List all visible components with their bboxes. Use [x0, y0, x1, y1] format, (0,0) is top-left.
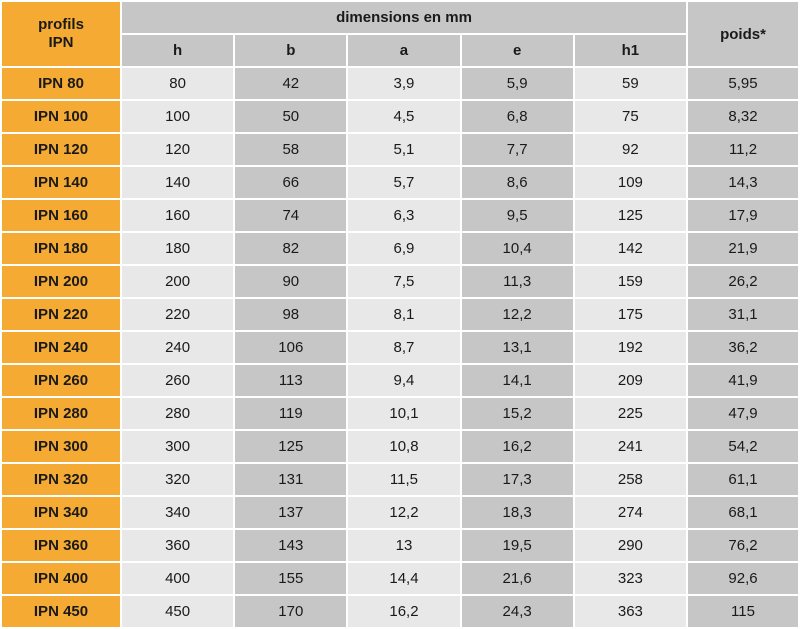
- corner-header-profils-ipn: [1, 1, 121, 67]
- cell-a: 10,8: [347, 430, 460, 463]
- cell-e: 16,2: [461, 430, 574, 463]
- cell-profile: IPN 80: [1, 67, 121, 100]
- cell-b: 82: [234, 232, 347, 265]
- cell-h: 220: [121, 298, 234, 331]
- cell-h1: 274: [574, 496, 687, 529]
- cell-h: 160: [121, 199, 234, 232]
- cell-a: 10,1: [347, 397, 460, 430]
- cell-e: 11,3: [461, 265, 574, 298]
- cell-e: 14,1: [461, 364, 574, 397]
- cell-h1: 323: [574, 562, 687, 595]
- cell-poids: 115: [687, 595, 799, 628]
- cell-e: 21,6: [461, 562, 574, 595]
- cell-b: 119: [234, 397, 347, 430]
- cell-b: 50: [234, 100, 347, 133]
- cell-a: 6,3: [347, 199, 460, 232]
- cell-h1: 258: [574, 463, 687, 496]
- cell-b: 74: [234, 199, 347, 232]
- cell-a: 6,9: [347, 232, 460, 265]
- cell-b: 106: [234, 331, 347, 364]
- cell-profile: IPN 300: [1, 430, 121, 463]
- cell-poids: 47,9: [687, 397, 799, 430]
- cell-h1: 109: [574, 166, 687, 199]
- cell-h1: 192: [574, 331, 687, 364]
- cell-a: 3,9: [347, 67, 460, 100]
- cell-h1: 209: [574, 364, 687, 397]
- cell-poids: 61,1: [687, 463, 799, 496]
- cell-e: 13,1: [461, 331, 574, 364]
- cell-a: 9,4: [347, 364, 460, 397]
- cell-e: 19,5: [461, 529, 574, 562]
- cell-profile: IPN 160: [1, 199, 121, 232]
- table-row: [1, 430, 799, 463]
- table-row: [1, 232, 799, 265]
- cell-h: 450: [121, 595, 234, 628]
- table-header: [1, 1, 799, 67]
- cell-profile: IPN 360: [1, 529, 121, 562]
- cell-poids: 54,2: [687, 430, 799, 463]
- cell-poids: 41,9: [687, 364, 799, 397]
- cell-poids: 92,6: [687, 562, 799, 595]
- cell-poids: 14,3: [687, 166, 799, 199]
- column-header-e: e: [461, 34, 574, 67]
- cell-h: 340: [121, 496, 234, 529]
- cell-h1: 125: [574, 199, 687, 232]
- table-row: [1, 100, 799, 133]
- cell-poids: 11,2: [687, 133, 799, 166]
- cell-profile: IPN 140: [1, 166, 121, 199]
- cell-e: 18,3: [461, 496, 574, 529]
- corner-header-line1: profils: [38, 16, 84, 33]
- table-row: [1, 496, 799, 529]
- cell-h: 140: [121, 166, 234, 199]
- cell-a: 5,1: [347, 133, 460, 166]
- cell-h: 240: [121, 331, 234, 364]
- cell-a: 4,5: [347, 100, 460, 133]
- cell-h: 280: [121, 397, 234, 430]
- table-row: [1, 331, 799, 364]
- cell-a: 11,5: [347, 463, 460, 496]
- cell-b: 131: [234, 463, 347, 496]
- cell-profile: IPN 400: [1, 562, 121, 595]
- cell-h1: 225: [574, 397, 687, 430]
- table-row: [1, 67, 799, 100]
- cell-h1: 92: [574, 133, 687, 166]
- cell-b: 113: [234, 364, 347, 397]
- column-header-poids: poids*: [687, 1, 799, 67]
- cell-profile: IPN 180: [1, 232, 121, 265]
- cell-poids: 76,2: [687, 529, 799, 562]
- cell-e: 10,4: [461, 232, 574, 265]
- cell-e: 24,3: [461, 595, 574, 628]
- cell-h: 120: [121, 133, 234, 166]
- corner-header-line2: IPN: [48, 34, 74, 51]
- column-header-h1: h1: [574, 34, 687, 67]
- cell-a: 5,7: [347, 166, 460, 199]
- cell-e: 5,9: [461, 67, 574, 100]
- cell-profile: IPN 450: [1, 595, 121, 628]
- cell-e: 9,5: [461, 199, 574, 232]
- table-row: [1, 364, 799, 397]
- cell-profile: IPN 260: [1, 364, 121, 397]
- cell-profile: IPN 100: [1, 100, 121, 133]
- table-row: [1, 298, 799, 331]
- cell-h: 100: [121, 100, 234, 133]
- cell-b: 90: [234, 265, 347, 298]
- cell-h: 300: [121, 430, 234, 463]
- table-row: [1, 397, 799, 430]
- cell-b: 125: [234, 430, 347, 463]
- cell-poids: 8,32: [687, 100, 799, 133]
- table-row: [1, 133, 799, 166]
- cell-poids: 5,95: [687, 67, 799, 100]
- table-row: [1, 265, 799, 298]
- cell-h1: 75: [574, 100, 687, 133]
- cell-poids: 36,2: [687, 331, 799, 364]
- cell-a: 7,5: [347, 265, 460, 298]
- table-row: [1, 529, 799, 562]
- cell-profile: IPN 120: [1, 133, 121, 166]
- table-body: [1, 67, 799, 628]
- cell-h: 260: [121, 364, 234, 397]
- cell-b: 98: [234, 298, 347, 331]
- cell-e: 7,7: [461, 133, 574, 166]
- cell-a: 14,4: [347, 562, 460, 595]
- cell-h1: 290: [574, 529, 687, 562]
- cell-h1: 59: [574, 67, 687, 100]
- cell-h: 360: [121, 529, 234, 562]
- column-header-h: h: [121, 34, 234, 67]
- cell-b: 170: [234, 595, 347, 628]
- cell-a: 8,1: [347, 298, 460, 331]
- cell-poids: 68,1: [687, 496, 799, 529]
- cell-b: 137: [234, 496, 347, 529]
- cell-b: 143: [234, 529, 347, 562]
- cell-h1: 175: [574, 298, 687, 331]
- cell-profile: IPN 340: [1, 496, 121, 529]
- cell-h1: 241: [574, 430, 687, 463]
- cell-b: 155: [234, 562, 347, 595]
- cell-h: 400: [121, 562, 234, 595]
- column-header-a: a: [347, 34, 460, 67]
- table-header-row-groups: [1, 1, 799, 34]
- cell-profile: IPN 240: [1, 331, 121, 364]
- cell-b: 58: [234, 133, 347, 166]
- cell-e: 15,2: [461, 397, 574, 430]
- cell-a: 12,2: [347, 496, 460, 529]
- cell-e: 6,8: [461, 100, 574, 133]
- cell-h: 80: [121, 67, 234, 100]
- cell-h1: 363: [574, 595, 687, 628]
- cell-h: 320: [121, 463, 234, 496]
- cell-a: 16,2: [347, 595, 460, 628]
- column-header-b: b: [234, 34, 347, 67]
- cell-b: 42: [234, 67, 347, 100]
- cell-e: 12,2: [461, 298, 574, 331]
- table-row: [1, 562, 799, 595]
- cell-e: 17,3: [461, 463, 574, 496]
- cell-poids: 26,2: [687, 265, 799, 298]
- table-row: [1, 463, 799, 496]
- cell-poids: 21,9: [687, 232, 799, 265]
- cell-profile: IPN 220: [1, 298, 121, 331]
- table-row: [1, 199, 799, 232]
- cell-poids: 17,9: [687, 199, 799, 232]
- cell-poids: 31,1: [687, 298, 799, 331]
- cell-h1: 142: [574, 232, 687, 265]
- cell-profile: IPN 320: [1, 463, 121, 496]
- table-row: [1, 166, 799, 199]
- cell-b: 66: [234, 166, 347, 199]
- cell-profile: IPN 200: [1, 265, 121, 298]
- group-header-dimensions: dimensions en mm: [121, 1, 687, 34]
- table-header-row-subheaders: [1, 34, 799, 67]
- cell-e: 8,6: [461, 166, 574, 199]
- cell-profile: IPN 280: [1, 397, 121, 430]
- cell-h: 200: [121, 265, 234, 298]
- cell-h: 180: [121, 232, 234, 265]
- cell-a: 8,7: [347, 331, 460, 364]
- cell-a: 13: [347, 529, 460, 562]
- cell-h1: 159: [574, 265, 687, 298]
